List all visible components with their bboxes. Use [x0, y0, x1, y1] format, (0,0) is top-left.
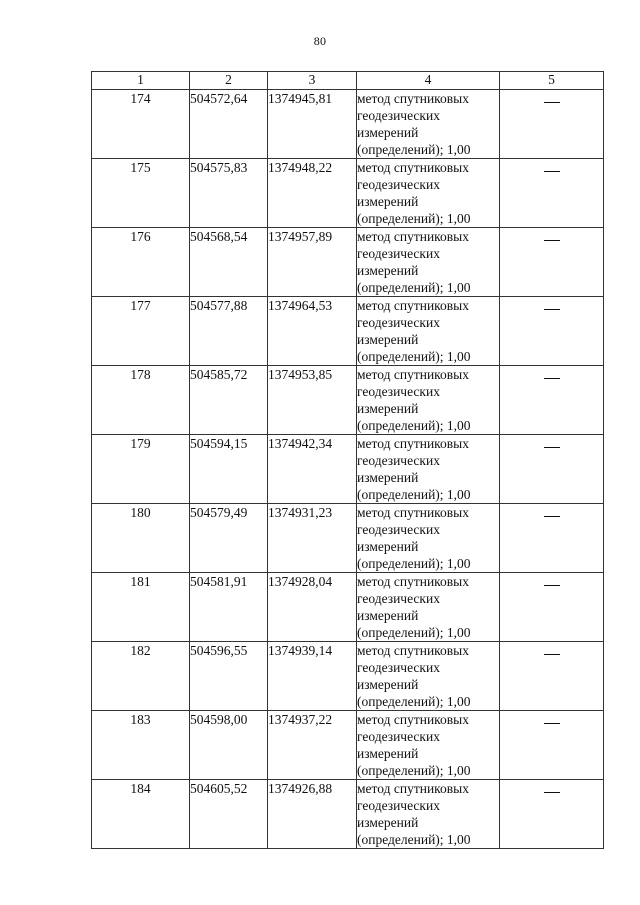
y-coordinate-cell: 1374964,53: [268, 297, 357, 366]
x-coordinate-cell: 504594,15: [190, 435, 268, 504]
dash-mark: [544, 516, 560, 517]
dash-mark: [544, 309, 560, 310]
point-number-cell: 183: [92, 711, 190, 780]
dash-mark: [544, 723, 560, 724]
y-coordinate-cell: 1374931,23: [268, 504, 357, 573]
note-cell: [500, 711, 604, 780]
table-row: [92, 228, 604, 297]
dash-mark: [544, 171, 560, 172]
x-coordinate-cell: 504581,91: [190, 573, 268, 642]
coordinates-table: [91, 71, 604, 849]
y-coordinate-cell: 1374928,04: [268, 573, 357, 642]
table-row: [92, 159, 604, 228]
dash-mark: [544, 792, 560, 793]
x-coordinate-cell: 504598,00: [190, 711, 268, 780]
x-coordinate-cell: 504596,55: [190, 642, 268, 711]
method-accuracy-cell: метод спутниковых геодезических измерений (определений); 1,00: [357, 642, 500, 711]
x-coordinate-cell: 504579,49: [190, 504, 268, 573]
y-coordinate-cell: 1374926,88: [268, 780, 357, 849]
point-number-cell: 182: [92, 642, 190, 711]
method-accuracy-cell: метод спутниковых геодезических измерений (определений); 1,00: [357, 159, 500, 228]
note-cell: [500, 780, 604, 849]
table-row: [92, 504, 604, 573]
note-cell: [500, 297, 604, 366]
table-row: [92, 90, 604, 159]
note-cell: [500, 573, 604, 642]
point-number-cell: 178: [92, 366, 190, 435]
point-number-cell: 176: [92, 228, 190, 297]
point-number-cell: 175: [92, 159, 190, 228]
table-body: [92, 90, 604, 849]
point-number-cell: 184: [92, 780, 190, 849]
method-accuracy-cell: метод спутниковых геодезических измерений (определений); 1,00: [357, 435, 500, 504]
y-coordinate-cell: 1374948,22: [268, 159, 357, 228]
x-coordinate-cell: 504605,52: [190, 780, 268, 849]
table-row: [92, 711, 604, 780]
column-header-1: 1: [92, 72, 190, 90]
method-accuracy-cell: метод спутниковых геодезических измерений (определений); 1,00: [357, 366, 500, 435]
x-coordinate-cell: 504568,54: [190, 228, 268, 297]
y-coordinate-cell: 1374953,85: [268, 366, 357, 435]
y-coordinate-cell: 1374942,34: [268, 435, 357, 504]
method-accuracy-cell: метод спутниковых геодезических измерений (определений); 1,00: [357, 573, 500, 642]
dash-mark: [544, 240, 560, 241]
note-cell: [500, 642, 604, 711]
table-row: [92, 435, 604, 504]
note-cell: [500, 90, 604, 159]
x-coordinate-cell: 504585,72: [190, 366, 268, 435]
column-header-2: 2: [190, 72, 268, 90]
point-number-cell: 177: [92, 297, 190, 366]
y-coordinate-cell: 1374939,14: [268, 642, 357, 711]
note-cell: [500, 504, 604, 573]
y-coordinate-cell: 1374937,22: [268, 711, 357, 780]
table-row: [92, 642, 604, 711]
method-accuracy-cell: метод спутниковых геодезических измерений (определений); 1,00: [357, 297, 500, 366]
column-header-5: 5: [500, 72, 604, 90]
method-accuracy-cell: метод спутниковых геодезических измерений (определений); 1,00: [357, 504, 500, 573]
point-number-cell: 179: [92, 435, 190, 504]
method-accuracy-cell: метод спутниковых геодезических измерений (определений); 1,00: [357, 711, 500, 780]
point-number-cell: 174: [92, 90, 190, 159]
table-row: [92, 780, 604, 849]
table-row: [92, 297, 604, 366]
point-number-cell: 181: [92, 573, 190, 642]
y-coordinate-cell: 1374957,89: [268, 228, 357, 297]
note-cell: [500, 159, 604, 228]
y-coordinate-cell: 1374945,81: [268, 90, 357, 159]
note-cell: [500, 435, 604, 504]
table-header-row: [92, 72, 604, 90]
note-cell: [500, 366, 604, 435]
method-accuracy-cell: метод спутниковых геодезических измерений (определений); 1,00: [357, 228, 500, 297]
column-header-3: 3: [268, 72, 357, 90]
point-number-cell: 180: [92, 504, 190, 573]
method-accuracy-cell: метод спутниковых геодезических измерений (определений); 1,00: [357, 780, 500, 849]
method-accuracy-cell: метод спутниковых геодезических измерений (определений); 1,00: [357, 90, 500, 159]
dash-mark: [544, 654, 560, 655]
dash-mark: [544, 102, 560, 103]
table-row: [92, 366, 604, 435]
dash-mark: [544, 585, 560, 586]
column-header-4: 4: [357, 72, 500, 90]
x-coordinate-cell: 504577,88: [190, 297, 268, 366]
table-row: [92, 573, 604, 642]
dash-mark: [544, 378, 560, 379]
note-cell: [500, 228, 604, 297]
x-coordinate-cell: 504572,64: [190, 90, 268, 159]
dash-mark: [544, 447, 560, 448]
page-number: 80: [313, 34, 327, 48]
x-coordinate-cell: 504575,83: [190, 159, 268, 228]
